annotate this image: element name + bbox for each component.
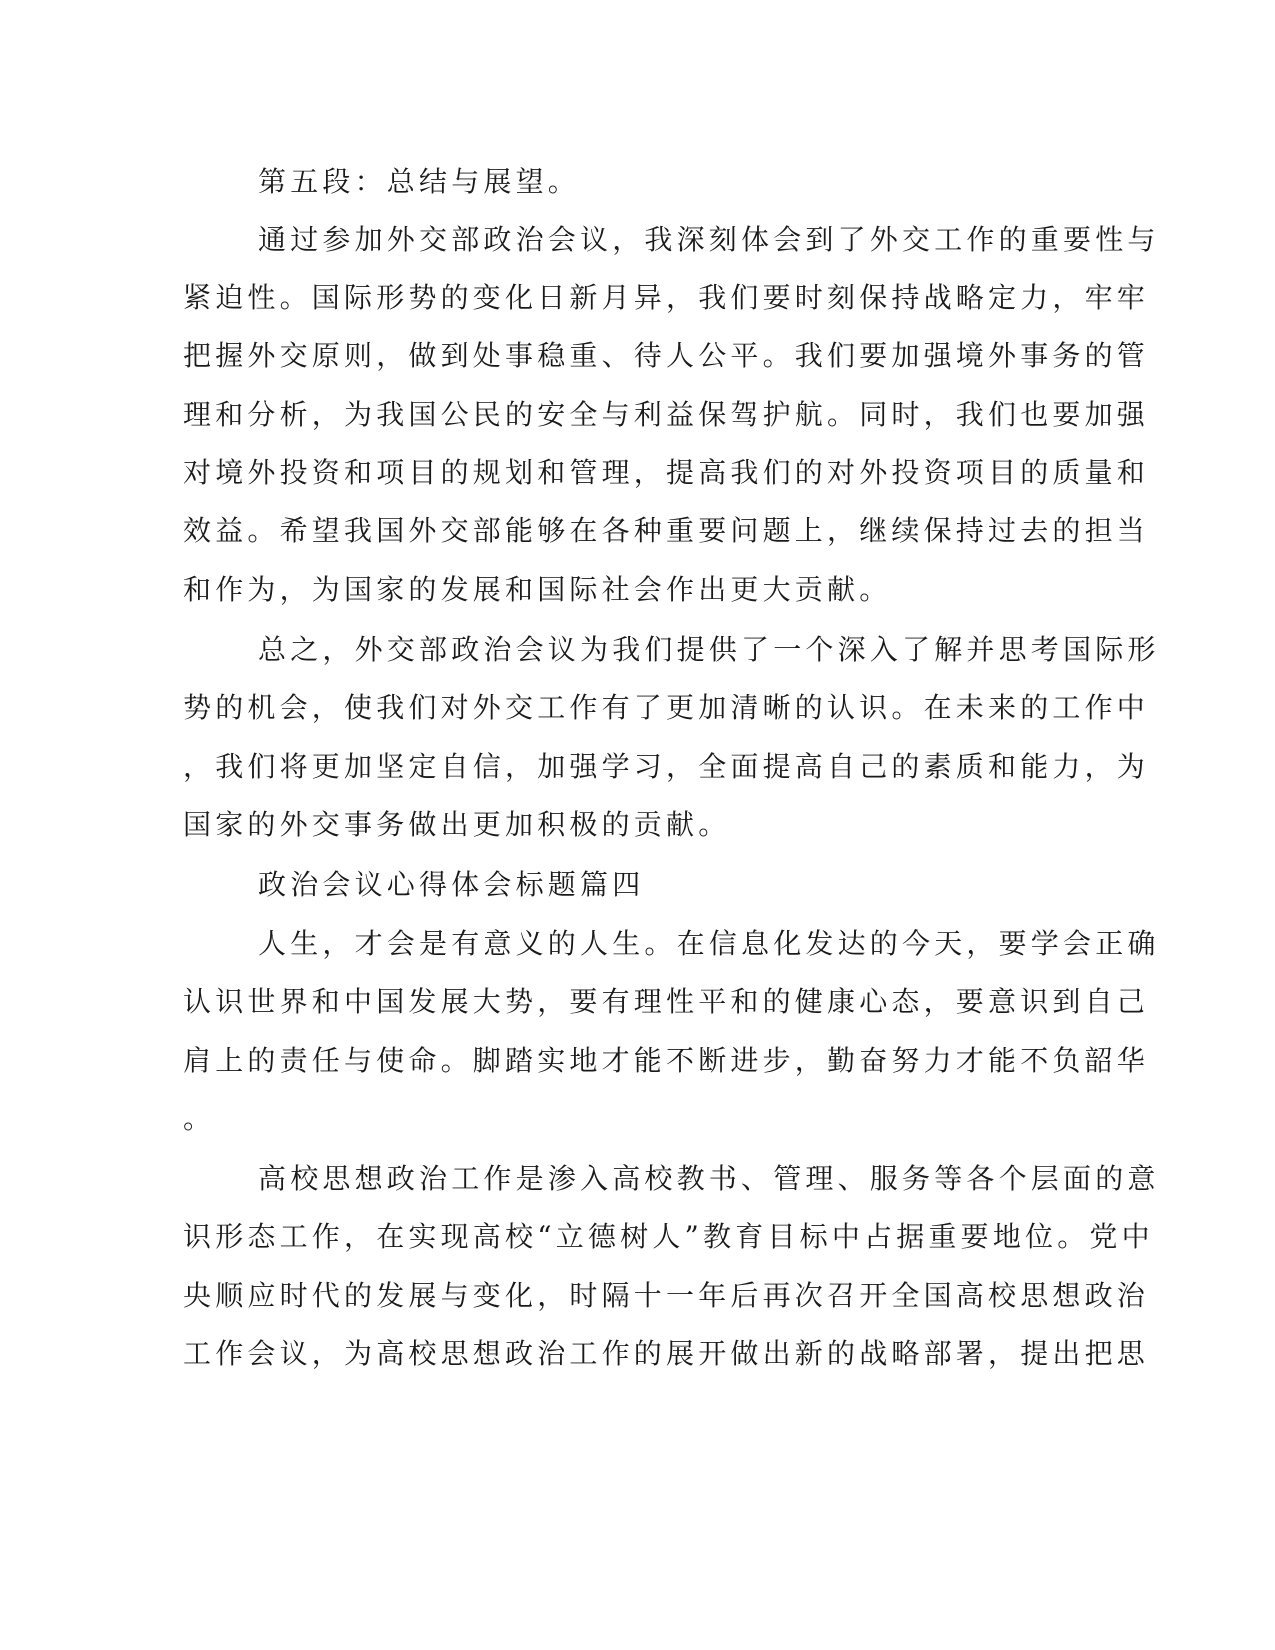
text-line: 高校思想政治工作是渗入高校教书、管理、服务等各个层面的意 bbox=[258, 1162, 1160, 1195]
text-line: 总之，外交部政治会议为我们提供了一个深入了解并思考国际形 bbox=[258, 633, 1160, 666]
section-heading: 第五段：总结与展望。 bbox=[258, 165, 581, 198]
text-line: 。 bbox=[183, 1102, 216, 1135]
text-line: 对境外投资和项目的规划和管理，提高我们的对外投资项目的质量和 bbox=[183, 456, 1150, 489]
text-line: 和作为，为国家的发展和国际社会作出更大贡献。 bbox=[183, 573, 892, 606]
text-line: 认识世界和中国发展大势，要有理性平和的健康心态，要意识到自己 bbox=[183, 985, 1150, 1018]
text-line: ，我们将更加坚定自信，加强学习，全面提高自己的素质和能力，为 bbox=[183, 750, 1150, 783]
text-line: 央顺应时代的发展与变化，时隔十一年后再次召开全国高校思想政治 bbox=[183, 1279, 1150, 1312]
text-line: 效益。希望我国外交部能够在各种重要问题上，继续保持过去的担当 bbox=[183, 514, 1150, 547]
text-line: 识形态工作，在实现高校“立德树人”教育目标中占据重要地位。党中 bbox=[183, 1220, 1154, 1253]
text-line: 人生，才会是有意义的人生。在信息化发达的今天，要学会正确 bbox=[258, 927, 1160, 960]
text-line: 肩上的责任与使命。脚踏实地才能不断进步，勤奋努力才能不负韶华 bbox=[183, 1044, 1150, 1077]
text-line: 理和分析，为我国公民的安全与利益保驾护航。同时，我们也要加强 bbox=[183, 398, 1150, 431]
text-line: 把握外交原则，做到处事稳重、待人公平。我们要加强境外事务的管 bbox=[183, 339, 1150, 372]
text-line: 工作会议，为高校思想政治工作的展开做出新的战略部署，提出把思 bbox=[183, 1337, 1150, 1370]
section-heading: 政治会议心得体会标题篇四 bbox=[258, 868, 645, 901]
text-line: 通过参加外交部政治会议，我深刻体会到了外交工作的重要性与 bbox=[258, 223, 1160, 256]
text-line: 紧迫性。国际形势的变化日新月异，我们要时刻保持战略定力，牢牢 bbox=[183, 281, 1150, 314]
text-line: 势的机会，使我们对外交工作有了更加清晰的认识。在未来的工作中 bbox=[183, 691, 1150, 724]
text-line: 国家的外交事务做出更加积极的贡献。 bbox=[183, 808, 731, 841]
